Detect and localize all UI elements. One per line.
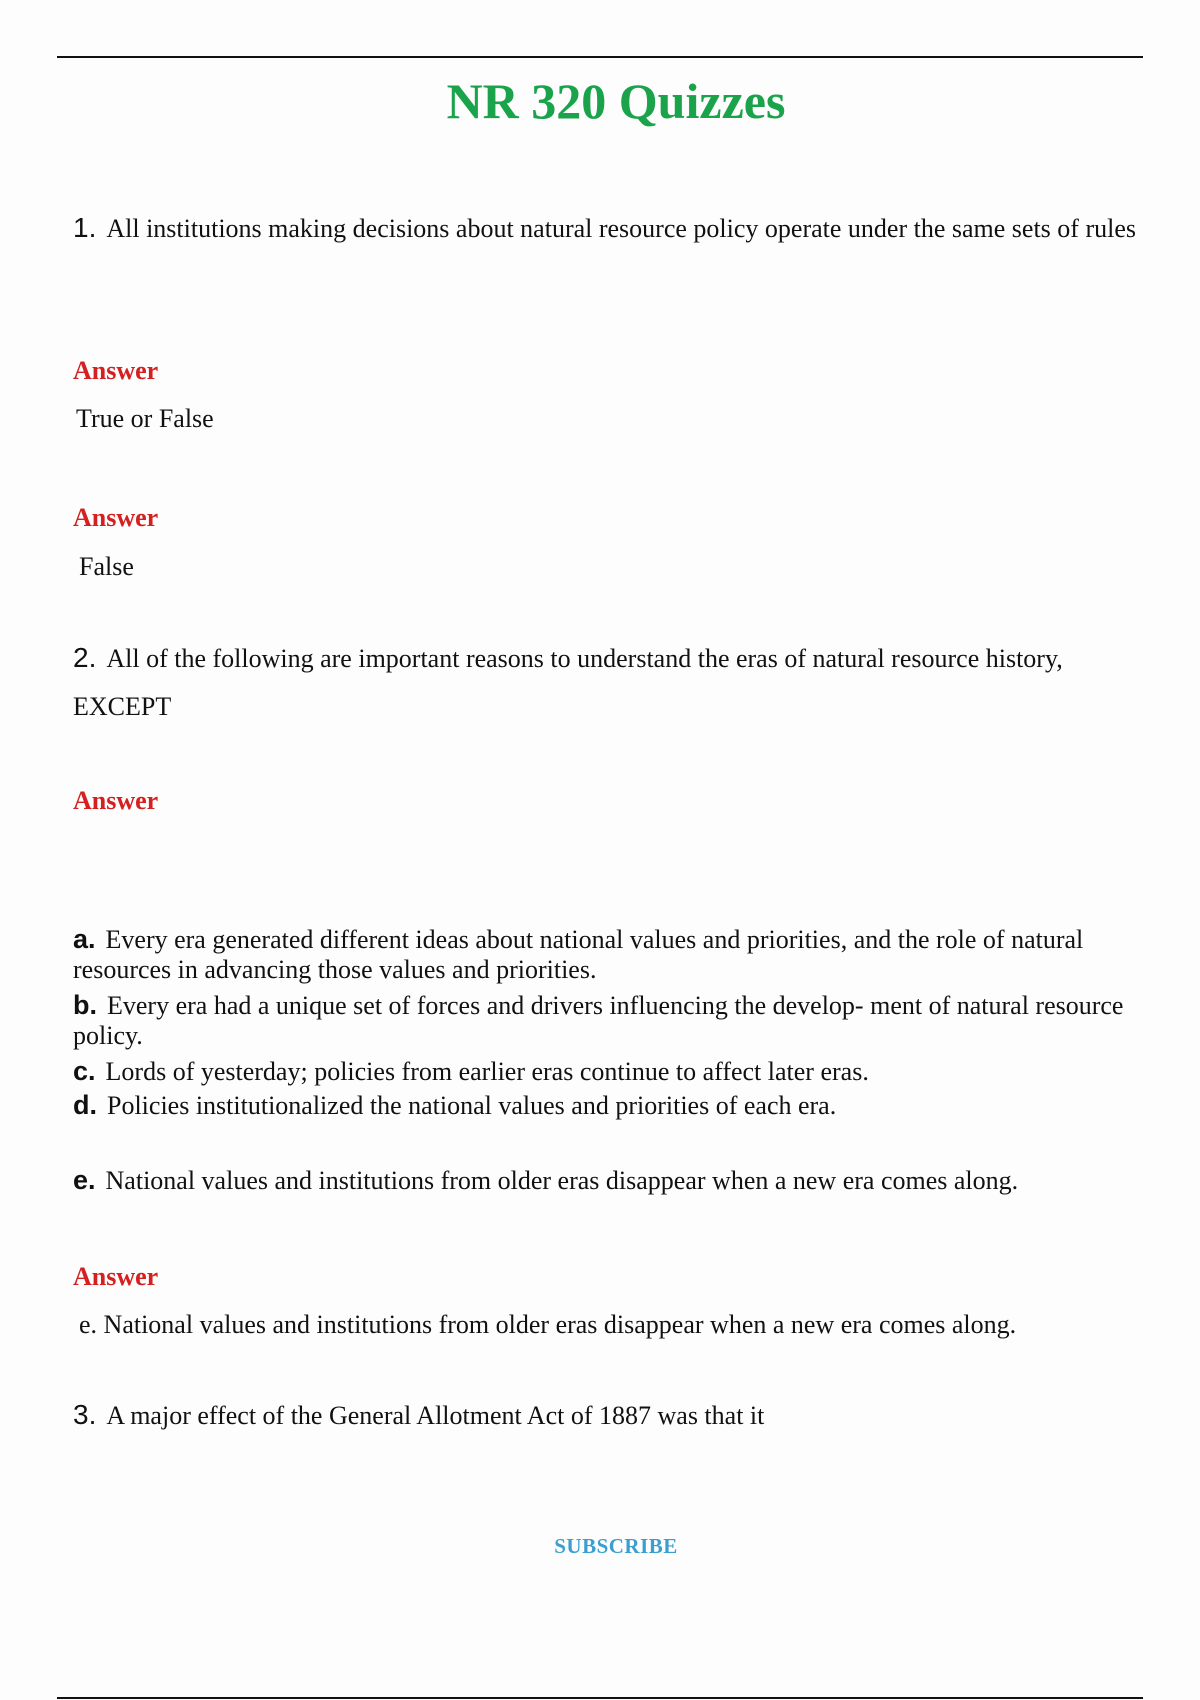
question-number: 3. — [73, 1399, 97, 1430]
question-number: 1. — [73, 212, 97, 243]
question-text: A major effect of the General Allotment Act of 1887 was that it — [106, 1401, 765, 1430]
bottom-rule — [57, 1697, 1143, 1699]
option-letter: d. — [73, 1090, 97, 1120]
option-a — [73, 924, 1133, 985]
question-text: All of the following are important reasons to understand the eras of natural resource history, EXCEPT — [73, 644, 1063, 721]
question-3 — [73, 1391, 1153, 1440]
page-title: NR 320 Quizzes — [446, 73, 786, 129]
question-text: All institutions making decisions about natural resource policy operate under the same sets of rules — [106, 214, 1136, 243]
option-e — [73, 1165, 1133, 1196]
answer-label: Answer — [73, 1262, 159, 1291]
question-number: 2. — [73, 642, 97, 673]
answer-text: e. National values and institutions from older eras disappear when a new era comes along. — [79, 1310, 1017, 1339]
option-letter: b. — [73, 990, 97, 1020]
option-text: Lords of yesterday; policies from earlier eras continue to affect later eras. — [105, 1057, 869, 1086]
answer-label: Answer — [73, 503, 159, 532]
answer-label: Answer — [73, 786, 159, 815]
question-2 — [73, 634, 1153, 731]
option-text: Every era had a unique set of forces and drivers influencing the develop- ment of natural resource policy. — [73, 991, 1124, 1050]
answer-type-text: True or False — [76, 404, 214, 433]
option-text: Every era generated different ideas about national values and priorities, and the role of natural resources in advancing those values and priorities. — [73, 925, 1084, 984]
option-b — [73, 990, 1133, 1051]
option-letter: a. — [73, 924, 96, 954]
option-letter: e. — [73, 1165, 96, 1195]
option-c — [73, 1056, 1133, 1087]
option-text: National values and institutions from older eras disappear when a new era comes along. — [105, 1166, 1019, 1195]
subscribe-link[interactable]: SUBSCRIBE — [554, 1534, 678, 1558]
answer-label: Answer — [73, 356, 159, 385]
answer-text: False — [79, 552, 134, 581]
question-1 — [73, 204, 1153, 253]
top-rule — [57, 56, 1143, 58]
option-d — [73, 1090, 1133, 1121]
option-letter: c. — [73, 1056, 96, 1086]
option-text: Policies institutionalized the national values and priorities of each era. — [107, 1091, 837, 1120]
